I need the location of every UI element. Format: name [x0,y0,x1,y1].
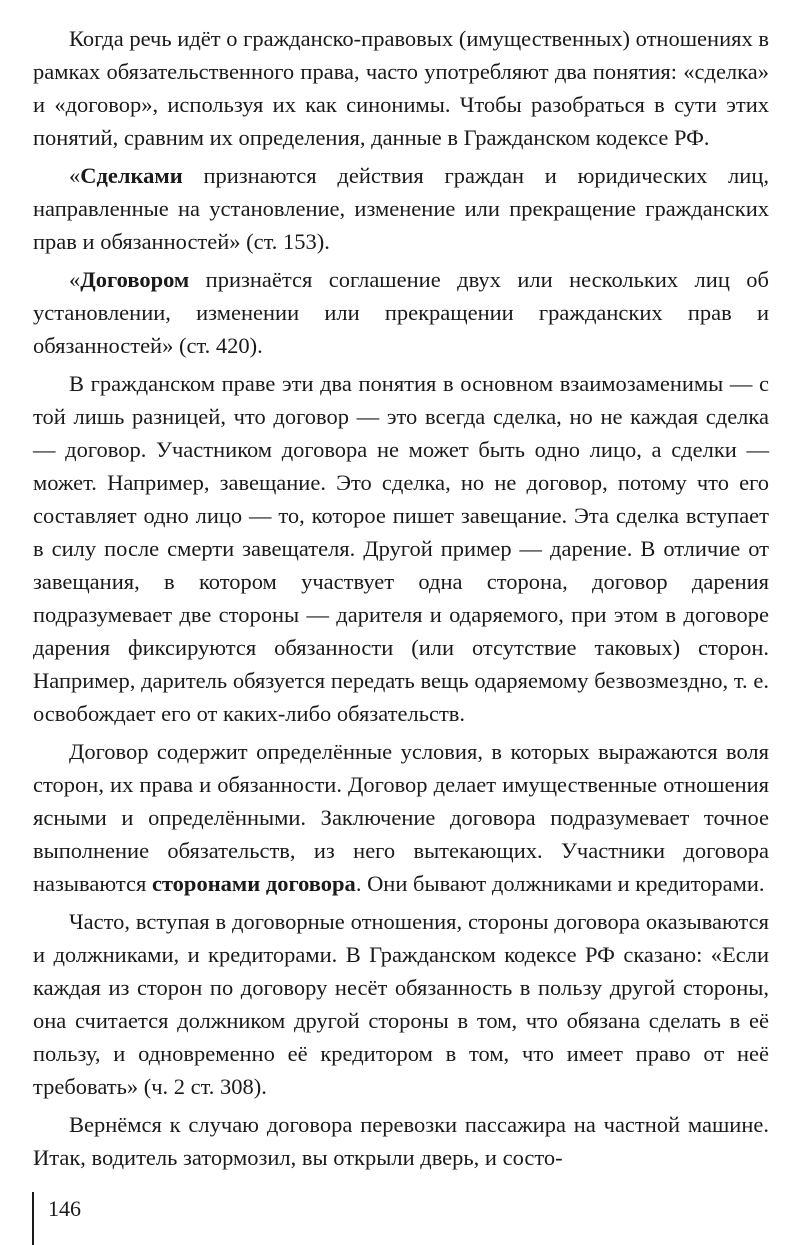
definition-text: признаётся соглашение двух или нескольких лиц об установлении, изменении или прекращении гражданских прав и обязанностей» (ст. 420). [33,267,769,358]
term-sdelkami: Сделками [80,163,183,188]
paragraph-5 [33,735,769,900]
paragraph-text: Договор содержит определённые условия, в которых выражаются воля сторон, их права и обязанности. Договор делает имущественные отношения ясными и определёнными. Заключение договора подразумевает точное выполнение обязательств, из него вытекающих. Участники договора называются [33,739,769,896]
definition-text: признаются действия граждан и юридических лиц, направленные на установление, изменение или прекращение гражданских прав и обязанностей» (ст. 153). [33,163,769,254]
page-body [33,22,769,1179]
paragraph-text-end: . Они бывают должниками и кредиторами. [355,871,765,896]
paragraph-1: Когда речь идёт о гражданско-правовых (имущественных) отношениях в рамках обязательственного права, часто употребляют два понятия: «сделка» и «договор», используя их как синонимы. Чтобы разобраться в сути этих понятий, сравним их определения, данные в Гражданском кодексе РФ. [33,26,769,150]
open-quote: « [69,267,81,292]
page-footer-rule [32,1192,81,1245]
paragraph-2-sdelka-definition [33,159,769,258]
term-storony-dogovora: сторонами договора [151,871,356,896]
term-dogovorom: Договором [80,267,190,292]
paragraph-3-dogovor-definition [33,263,769,362]
paragraph-4: В гражданском праве эти два понятия в основном взаимозаменимы — с той лишь разницей, что договор — это всегда сделка, но не каждая сделка — договор. Участником договора не может быть одно лицо, а сделки — может. Например, завещание. Это сделка, но не договор, потому что его составляет одно лицо — то, которое пишет завещание. Эта сделка вступает в силу после смерти завещателя. Другой пример — дарение. В отличие от завещания, в котором участвует одна сторона, договор дарения подразумевает две стороны — дарителя и одаряемого, при этом в договоре дарения фиксируются обязанности (или отсутствие таковых) сторон. Например, даритель обязуется передать вещь одаряемому безвозмездно, т. е. освобождает его от каких-либо обязательств. [33,371,769,726]
paragraph-7: Вернёмся к случаю договора перевозки пассажира на частной машине. Итак, водитель затормозил, вы открыли дверь, и состо- [33,1112,769,1170]
page-number: 146 [48,1196,81,1221]
paragraph-6: Часто, вступая в договорные отношения, стороны договора оказываются и должниками, и кредиторами. В Гражданском кодексе РФ сказано: «Если каждая из сторон по договору несёт обязанность в пользу другой стороны, она считается должником другой стороны в том, что обязана сделать в её пользу, и одновременно её кредитором в том, что имеет право от неё требовать» (ч. 2 ст. 308). [33,909,769,1099]
open-quote: « [69,163,81,188]
